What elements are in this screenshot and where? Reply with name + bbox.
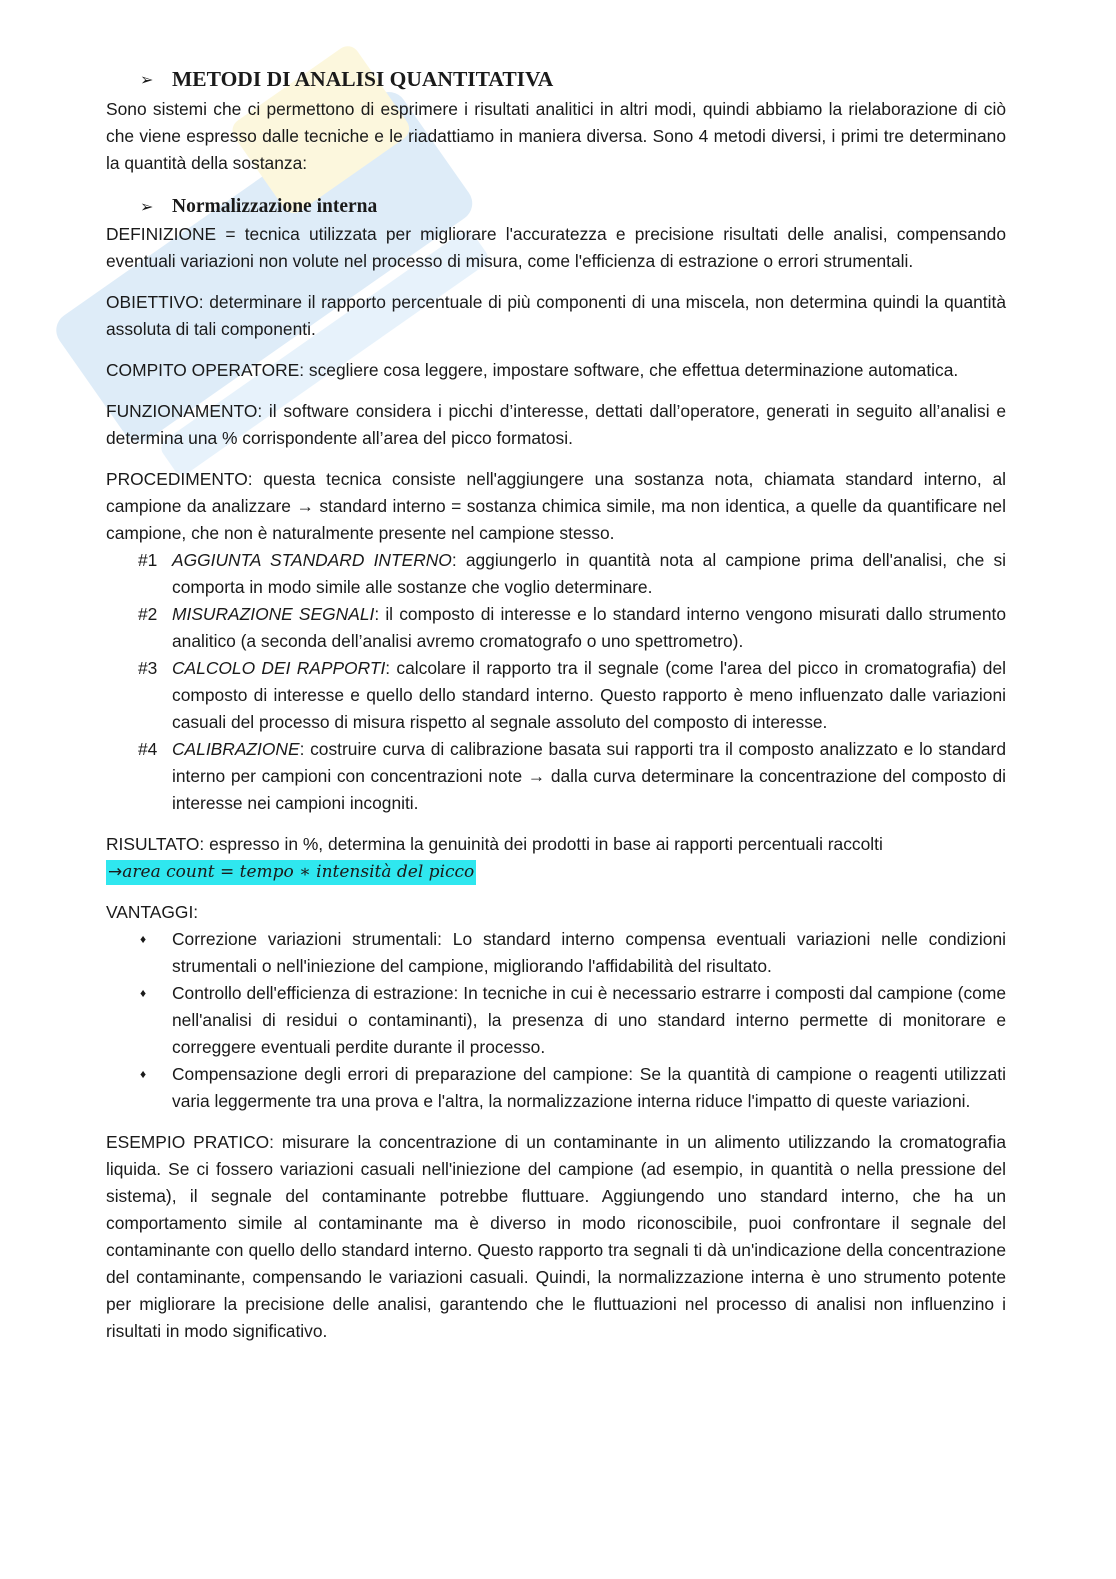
- list-item-text: Compensazione degli errori di preparazione del campione: Se la quantità di campione o reagenti utilizzati varia leggermente tra una prova e l'altra, la normalizzazione interna riduce l'impatto di queste variazioni.: [172, 1064, 1006, 1111]
- formula-expression: area count = tempo ∗ intensità del picco: [122, 862, 475, 882]
- step-number: #2: [138, 604, 158, 624]
- compito-paragraph: COMPITO OPERATORE: scegliere cosa leggere, impostare software, che effettua determinazione automatica.: [106, 360, 959, 380]
- step-label: MISURAZIONE SEGNALI: [172, 604, 375, 624]
- vantaggi-list: [106, 926, 1006, 1115]
- step-item: [106, 655, 1006, 736]
- list-item-text: Controllo dell'efficienza di estrazione: In tecniche in cui è necessario estrarre i composti dal campione (come nell'analisi di residui o contaminanti), la presenza di uno standard interno permette di monitorare e correggere eventuali perdite durante il processo.: [172, 983, 1006, 1057]
- highlighted-formula: [106, 860, 476, 885]
- step-label: AGGIUNTA STANDARD INTERNO: [172, 550, 452, 570]
- step-label: CALCOLO DEI RAPPORTI: [172, 658, 386, 678]
- step-text: : costruire curva di calibrazione basata sui rapporti tra il composto analizzato e lo standard interno per campioni con concentrazioni note → dalla curva determinare la concentrazione del composto di interesse nei campioni incogniti.: [172, 739, 1006, 813]
- step-text: : calcolare il rapporto tra il segnale (come l'area del picco in cromatografia) del composto di interesse e quello dello standard interno. Questo rapporto è meno influenzato dalle variazioni casuali del processo di misura rispetto al segnale assoluto del composto di interesse.: [172, 658, 1006, 732]
- intro-paragraph: Sono sistemi che ci permettono di esprimere i risultati analitici in altri modi, quindi abbiamo la rielaborazione di ciò che viene espresso dalle tecniche e le riadattiamo in maniera diversa. Sono 4 metodi diversi, i primi tre determinano la quantità della sostanza:: [106, 99, 1006, 173]
- step-body: [172, 547, 1006, 601]
- arrow-bullet-icon: ➢: [140, 196, 154, 216]
- step-item: [106, 547, 1006, 601]
- procedimento-paragraph: [106, 466, 1006, 547]
- step-label: CALIBRAZIONE: [172, 739, 300, 759]
- funzionamento-paragraph: FUNZIONAMENTO: il software considera i picchi d’interesse, dettati dall’operatore, generati in seguito all’analisi e determina una % corrispondente all’area del picco formatosi.: [106, 401, 1006, 448]
- document-page: [106, 62, 1006, 1345]
- vantaggi-heading: VANTAGGI:: [106, 902, 199, 922]
- list-item: [106, 1061, 1006, 1115]
- list-item-text: Correzione variazioni strumentali: Lo standard interno compensa eventuali variazioni nelle condizioni strumentali o nell'iniezione del campione, migliorando l'affidabilità del risultato.: [172, 929, 1006, 976]
- procedure-steps: [106, 547, 1006, 817]
- risultato-paragraph: RISULTATO: espresso in %, determina la genuinità dei prodotti in base ai rapporti percentuali raccolti: [106, 834, 883, 854]
- step-number: #3: [138, 658, 158, 678]
- list-item: [106, 980, 1006, 1061]
- step-item: [106, 736, 1006, 817]
- step-text: : il composto di interesse e lo standard interno vengono misurati dallo strumento analitico (a seconda dell’analisi avremo cromatografo o uno spettrometro).: [172, 604, 1006, 651]
- diamond-bullet-icon: ♦: [140, 932, 147, 946]
- procedimento-text-cont: standard interno = sostanza chimica simile, ma non identica, a quelle da quantificare nel campione, che non è naturalmente presente nel campione stesso.: [106, 496, 1006, 543]
- section-title: [140, 62, 1006, 96]
- step-number: #1: [138, 550, 158, 570]
- diamond-bullet-icon: ♦: [140, 986, 147, 1000]
- step-body: [172, 736, 1006, 817]
- formula-line: [106, 858, 1006, 885]
- step-body: [172, 601, 1006, 655]
- right-arrow-icon: →: [296, 496, 314, 516]
- step-body: [172, 655, 1006, 736]
- list-item: [106, 926, 1006, 980]
- step-number: #4: [138, 739, 158, 759]
- subsection-title: [140, 191, 1006, 221]
- esempio-paragraph: ESEMPIO PRATICO: misurare la concentrazione di un contaminante in un alimento utilizzando la cromatografia liquida. Se ci fossero variazioni casuali nell'iniezione del campione (ad esempio, in quantità o nella pressione del sistema), il segnale del contaminante potrebbe fluttuare. Aggiungendo uno standard interno, che ha un comportamento simile al contaminante ma è diverso in modo riconoscibile, puoi confrontare il segnale del contaminante con quello dello standard interno. Questo rapporto tra segnali ti dà un'indicazione della concentrazione del contaminante, compensando le variazioni casuali. Quindi, la normalizzazione interna è uno strumento potente per migliorare la precisione delle analisi, garantendo che le fluttuazioni nel processo di analisi non influenzino i risultati in modo significativo.: [106, 1132, 1006, 1341]
- section-title-text: METODI DI ANALISI QUANTITATIVA: [172, 66, 554, 91]
- diamond-bullet-icon: ♦: [140, 1067, 147, 1081]
- arrow-bullet-icon: ➢: [140, 69, 154, 89]
- step-item: [106, 601, 1006, 655]
- step-text: : aggiungerlo in quantità nota al campione prima dell'analisi, che si comporta in modo simile alle sostanze che voglio determinare.: [172, 550, 1006, 597]
- obiettivo-paragraph: OBIETTIVO: determinare il rapporto percentuale di più componenti di una miscela, non determina quindi la quantità assoluta di tali componenti.: [106, 292, 1006, 339]
- definizione-paragraph: DEFINIZIONE = tecnica utilizzata per migliorare l'accuratezza e precisione risultati delle analisi, compensando eventuali variazioni non volute nel processo di misura, come l'efficienza di estrazione o errori strumentali.: [106, 224, 1006, 271]
- subsection-title-text: Normalizzazione interna: [172, 195, 378, 217]
- procedimento-text: PROCEDIMENTO: questa tecnica consiste nell'aggiungere una sostanza nota, chiamata standard interno, al campione da analizzare: [106, 469, 1006, 516]
- right-arrow-icon: →: [108, 862, 123, 882]
